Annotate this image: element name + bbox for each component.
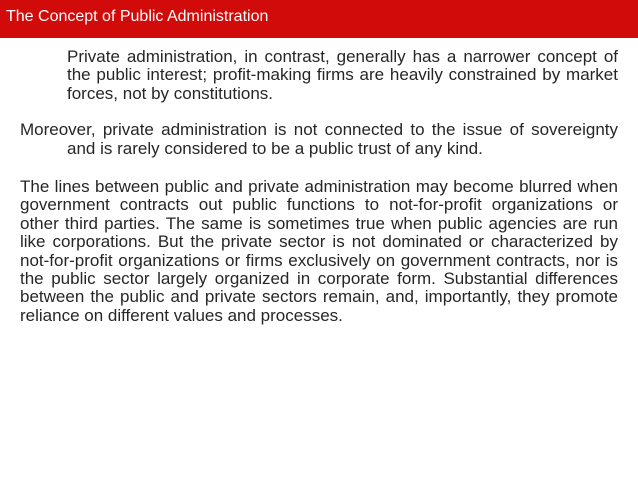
slide-title-bar	[0, 0, 638, 38]
paragraph-private-administration: Private administration, in contrast, generally has a narrower concept of the public interest; profit-making firms are heavily constrained by market forces, not by constitutions.	[67, 47, 618, 103]
slide-title: The Concept of Public Administration	[6, 8, 269, 25]
paragraph-blurred-lines: The lines between public and private administration may become blurred when government contracts out public functions to not-for-profit organizations or other third parties. The same is sometimes true when public agencies are run like corporations. But the private sector is not dominated or characterized by not-for-profit organizations or firms exclusively on government contracts, nor is the public sector largely organized in corporate form. Substantial differences between the public and private sectors remain, and, importantly, they promote reliance on different values and processes.	[20, 177, 618, 325]
paragraph-sovereignty: Moreover, private administration is not connected to the issue of sovereignty and is rarely considered to be a public trust of any kind.	[20, 120, 618, 158]
slide-content	[20, 48, 618, 325]
